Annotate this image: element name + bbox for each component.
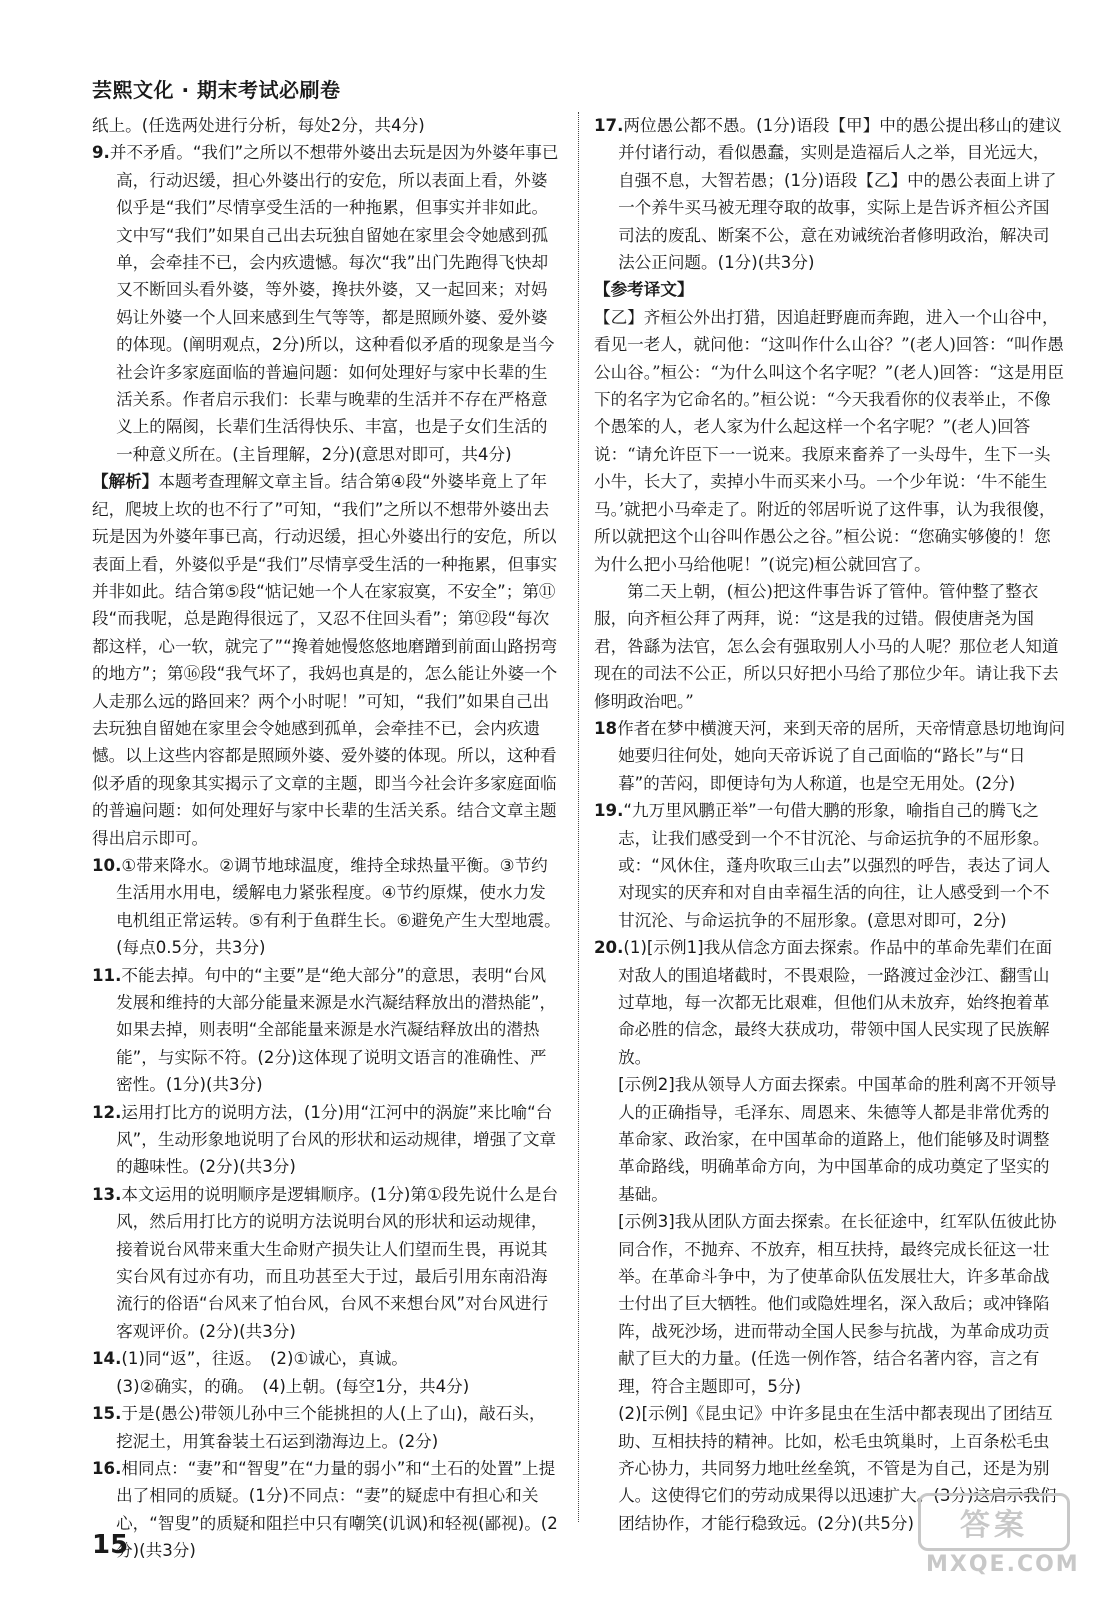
answer-17: 17.两位愚公都不愚。(1分)语段【甲】中的愚公提出移山的建议并付诸行动，看似愚蠢，实则是造福后人之举，目光远大，自强不息，大智若愚；(1分)语段【乙】中的愚公表面上讲了一个养牛买马被无理夺取的故事，实际上是告诉齐桓公齐国司法的废乱、断案不公，意在劝诫统治者修明政治，解决司法公正问题。(1分)(共3分) [594,116,1062,273]
translation-heading: 【参考译文】 [594,280,694,300]
right-column [594,112,1066,1537]
answer-16: 16.相同点：“妻”和“智叟”在“力量的弱小”和“土石的处置”上提出了相同的质疑。(1分)不同点：“妻”的疑虑中有担心和关心，“智叟”的质疑和阻拦中只有嘲笑(讥讽)和轻视(鄙视)。(2分)(共3分) [92,1458,558,1561]
answer-20: 20.(1)[示例1]我从信念方面去探索。作品中的革命先辈们在面对敌人的围追堵截时，不畏艰险，一路渡过金沙江、翻雪山过草地，每一次都无比艰难，但他们从未放弃，始终抱着革命必胜的信念，最终大获成功，带领中国人民实现了民族解放。 [594,938,1053,1067]
translation-paragraph-1: 【乙】齐桓公外出打猎，因追赶野鹿而奔跑，进入一个山谷中，看见一老人，就问他：“这叫作什么山谷？”(老人)回答：“叫作愚公山谷。”桓公：“为什么叫这个名字呢？”(老人)回答：“这是用臣下的名字为它命名的。”桓公说：“今天我看你的仪表举止，不像个愚笨的人，老人家为什么起这样一个名字呢？”(老人)回答说：“请允许臣下一一说来。我原来畜养了一头母牛，生下一头小牛，长大了，卖掉小牛而买来小马。一个少年说：‘牛不能生马。’就把小马牵走了。附近的邻居听说了这件事，认为我很傻，所以就把这个山谷叫作愚公之谷。”桓公说：“您确实够傻的！您为什么把小马给他呢！”(说完)桓公就回宫了。 [594,307,1065,574]
answer-13: 13.本文运用的说明顺序是逻辑顺序。(1分)第①段先说什么是台风，然后用打比方的说明方法说明台风的形状和运动规律，接着说台风带来重大生命财产损失让人们望而生畏，再说其实台风有过亦有功，而且功甚至大于过，最后引用东南沿海流行的俗语“台风来了怕台风，台风不来想台风”对台风进行客观评价。(2分)(共3分) [92,1184,559,1341]
answer-11: 11.不能去掉。句中的“主要”是“绝大部分”的意思，表明“台风发展和维持的大部分能量来源是水汽凝结释放出的潜热能”，如果去掉，则表明“全部能量来源是水汽凝结释放出的潜热能”，与实际不符。(2分)这体现了说明文语言的准确性、严密性。(1分)(共3分) [92,965,557,1095]
answer-10: 10.①带来降水。②调节地球温度，维持全球热量平衡。③节约生活用水用电，缓解电力紧张程度。④节约原煤，使水力发电机组正常运转。⑤有利于鱼群生长。⑥避免产生大型地震。(每点0.5分，共3分) [92,855,561,958]
answer-15: 15.于是(愚公)带领儿孙中三个能挑担的人(上了山)，敲石头，挖泥土，用箕畚装土石运到渤海边上。(2分) [92,1404,546,1451]
answer-19: 19.“九万里风鹏正举”一句借大鹏的形象，喻指自己的腾飞之志，让我们感受到一个不甘沉沦、与命运抗争的不屈形象。或：“风休住，蓬舟吹取三山去”以强烈的呼告，表达了词人对现实的厌弃和对自由幸福生活的向往，让人感受到一个不甘沉沦、与命运抗争的不屈形象。(意思对即可，2分) [594,801,1051,930]
answer-8-tail: 纸上。(任选两处进行分析，每处2分，共4分) [92,116,425,135]
answer-14: 14.(1)同“返”，往返。 (2)①诚心，真诚。 [92,1349,408,1369]
analysis-9: 【解析】本题考查理解文章主旨。结合第④段“外婆毕竟上了年纪，爬坡上坎的也不行了”可知，“我们”之所以不想带外婆出去玩是因为外婆年事已高，行动迟缓，担心外婆出行的安危，所以表面上看，外婆似乎是“我们”尽情享受生活的一种拖累，但事实并非如此。结合第⑤段“惦记她一个人在家寂寞，不安全”；第⑪段“而我呢，总是跑得很远了，又忍不住回头看”；第⑫段“每次都这样，心一软，就完了”“搀着她慢悠悠地磨蹭到前面山路拐弯的地方”；第⑯段“我气坏了，我妈也真是的，怎么能让外婆一个人走那么远的路回来？两个小时呢！”可知，“我们”如果自己出去玩独自留她在家里会令她感到孤单，会牵挂不已，会内疚遗憾。以上这些内容都是照顾外婆、爱外婆的体现。所以，这种看似矛盾的现象其实揭示了文章的主题，即当今社会许多家庭面临的普遍问题：如何处理好与家中长辈的生活关系。结合文章主题得出启示即可。 [92,472,558,848]
column-divider [578,112,579,1522]
answer-20-part-2: (2)[示例]《昆虫记》中许多昆虫在生活中都表现出了团结互助、互相扶持的精神。比如，松毛虫筑巢时，上百条松毛虫齐心协力，共同努力地吐丝垒筑，不管是为自己，还是为别人。这使得它们的劳动成果得以迅速扩大。(3分)这启示我们团结协作，才能行稳致远。(2分)(共5分) [618,1404,1057,1533]
page-number: 15 [92,1530,129,1560]
answer-20-example-2: [示例2]我从领导人方面去探索。中国革命的胜利离不开领导人的正确指导，毛泽东、周恩来、朱德等人都是非常优秀的革命家、政治家，在中国革命的道路上，他们能够及时调整革命路线，明确革命方向，为中国革命的成功奠定了坚实的基础。 [618,1075,1057,1204]
page-header: 芸熙文化 · 期末考试必刷卷 [92,78,341,102]
watermark-logo-icon: 答案 [918,1493,1070,1551]
answer-20-example-3: [示例3]我从团队方面去探索。在长征途中，红军队伍彼此协同合作，不抛弃、不放弃，相互扶持，最终完成长征这一壮举。在革命斗争中，为了使革命队伍发展壮大，许多革命战士付出了巨大牺牲。他们或隐姓埋名，深入敌后；或冲锋陷阵，战死沙场，进而带动全国人民参与抗战，为革命成功贡献了巨大的力量。(任选一例作答，结合名著内容，言之有理，符合主题即可，5分) [618,1212,1057,1396]
left-column [92,112,562,1565]
watermark-text: MXQE.COM [926,1552,1080,1577]
answer-18: 18作者在梦中横渡天河，来到天帝的居所，天帝情意恳切地询问她要归往何处，她向天帝诉说了自己面临的“路长”与“日暮”的苦闷，即便诗句为人称道，也是空无用处。(2分) [594,718,1066,793]
answer-9: 9.并不矛盾。“我们”之所以不想带外婆出去玩是因为外婆年事已高，行动迟缓，担心外婆出行的安危，所以表面上看，外婆似乎是“我们”尽情享受生活的一种拖累，但事实并非如此。文中写“我们”如果自己出去玩独自留她在家里会令她感到孤单，会牵挂不已，会内疚遗憾。每次“我”出门先跑得飞快却又不断回头看外婆，等外婆，搀扶外婆，又一起回来；对妈妈让外婆一个人回来感到生气等等，都是照顾外婆、爱外婆的体现。(阐明观点，2分)所以，这种看似矛盾的现象是当今社会许多家庭面临的普遍问题：如何处理好与家中长辈的生活关系。作者启示我们：长辈与晚辈的生活并不存在严格意义上的隔阂，长辈们生活得快乐、丰富，也是子女们生活的一种意义所在。(主旨理解，2分)(意思对即可，共4分) [92,143,559,464]
answer-12: 12.运用打比方的说明方法，(1分)用“江河中的涡旋”来比喻“台风”，生动形象地说明了台风的形状和运动规律，增强了文章的趣味性。(2分)(共3分) [92,1102,557,1177]
answer-14-cont: (3)②确实，的确。 (4)上朝。(每空1分，共4分) [116,1376,470,1396]
translation-paragraph-2: 第二天上朝，(桓公)把这件事告诉了管仲。管仲整了整衣服，向齐桓公拜了两拜，说：“这是我的过错。假使唐尧为国君，咎繇为法官，怎么会有强取别人小马的人呢？那位老人知道现在的司法不公正，所以只好把小马给了那位少年。请让我下去修明政治吧。” [594,581,1059,711]
